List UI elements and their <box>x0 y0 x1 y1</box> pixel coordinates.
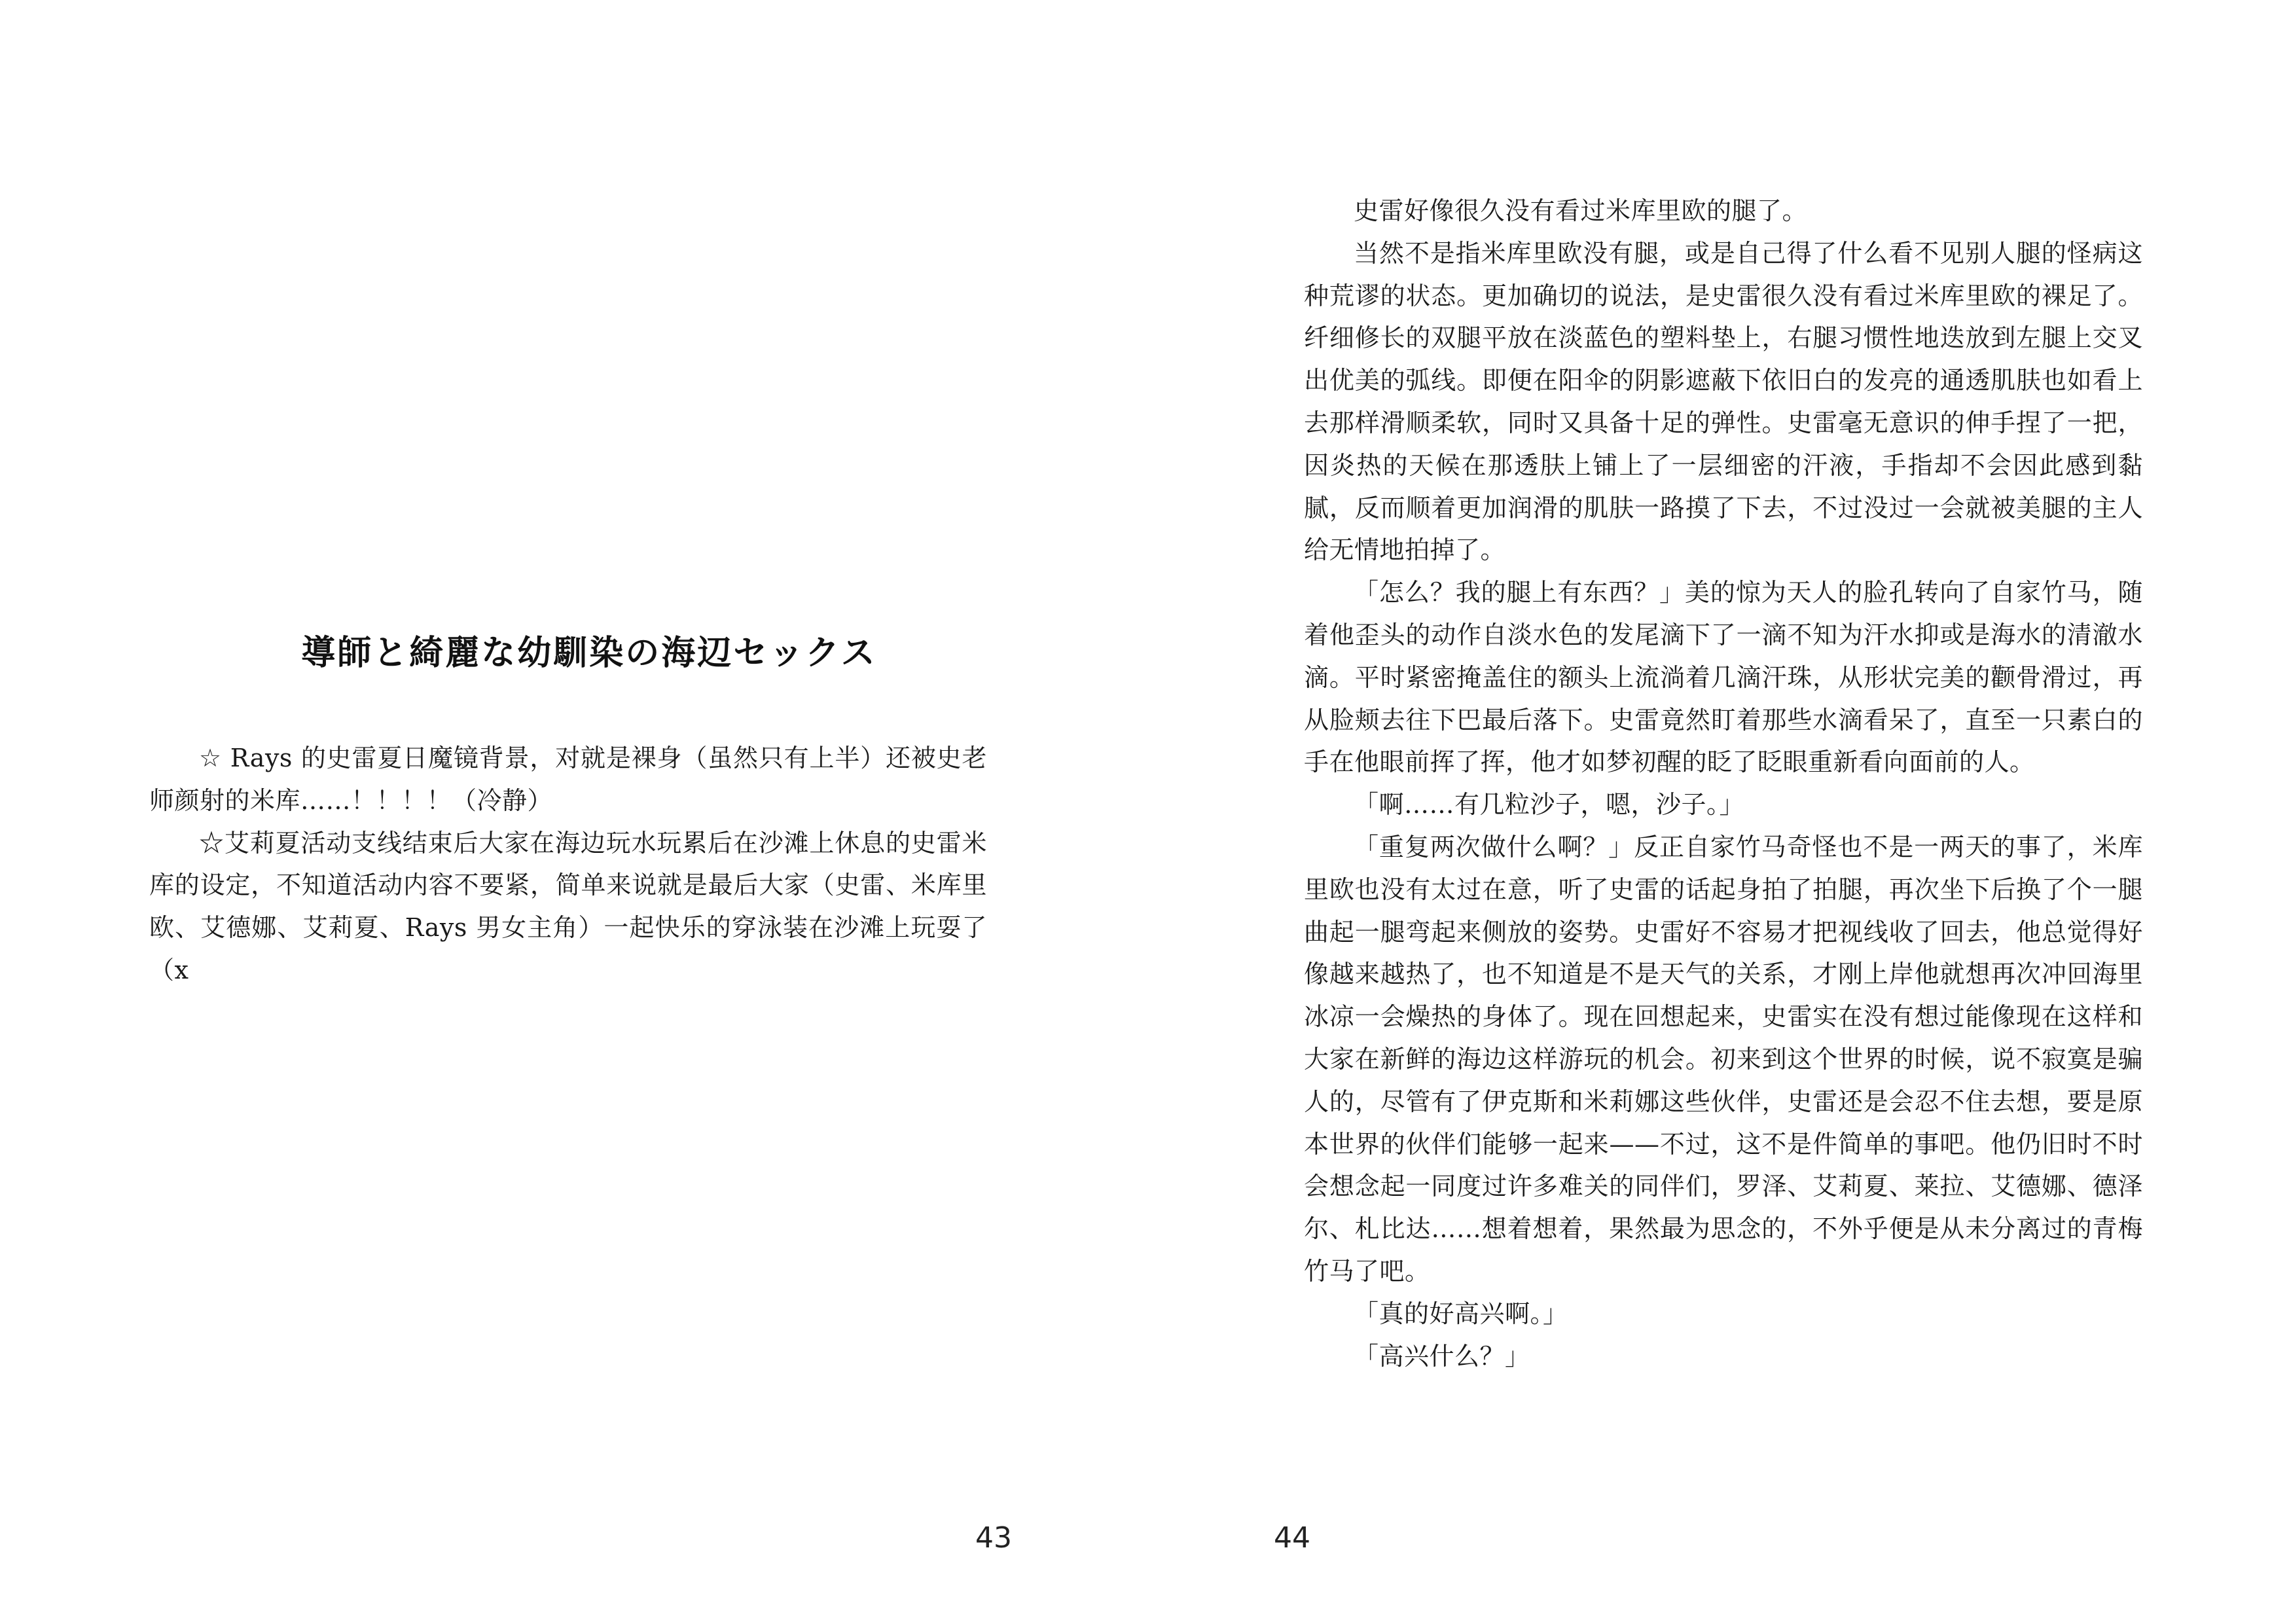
story-paragraph: 「真的好高兴啊。」 <box>1354 1299 1568 1328</box>
author-notes <box>149 737 987 992</box>
story-paragraph: 当然不是指米库里欧没有腿，或是自己得了什么看不见别人腿的怪病这种荒谬的状态。更加确切的说法，是史雷很久没有看过米库里欧的裸足了。纤细修长的双腿平放在淡蓝色的塑料垫上，右腿习惯性地迭放到左腿上交叉出优美的弧线。即便在阳伞的阴影遮蔽下依旧白的发亮的通透肌肤也如看上去那样滑顺柔软，同时又具备十足的弹性。史雷毫无意识的伸手捏了一把，因炎热的天候在那透肤上铺上了一层细密的汗液，手指却不会因此感到黏腻，反而顺着更加润滑的肌肤一路摸了下去，不过没过一会就被美腿的主人给无情地拍掉了。 <box>1304 238 2143 565</box>
note-paragraph: ☆ Rays 的史雷夏日魔镜背景，对就是裸身（虽然只有上半）还被史老师颜射的米库……！！！！（冷静） <box>149 744 987 815</box>
page-number-right: 44 <box>1274 1521 1310 1555</box>
story-paragraph: 「重复两次做什么啊？」反正自家竹马奇怪也不是一两天的事了，米库里欧也没有太过在意，听了史雷的话起身拍了拍腿，再次坐下后换了个一腿曲起一腿弯起来侧放的姿势。史雷好不容易才把视线收了回去，他总觉得好像越来越热了，也不知道是不是天气的关系，才刚上岸他就想再次冲回海里冰凉一会燥热的身体了。现在回想起来，史雷实在没有想过能像现在这样和大家在新鲜的海边这样游玩的机会。初来到这个世界的时候，说不寂寞是骗人的，尽管有了伊克斯和米莉娜这些伙伴，史雷还是会忍不住去想，要是原本世界的伙伴们能够一起来——不过，这不是件简单的事吧。他仍旧时不时会想念起一同度过许多难关的同伴们，罗泽、艾莉夏、莱拉、艾德娜、德泽尔、札比达……想着想着，果然最为思念的，不外乎便是从未分离过的青梅竹马了吧。 <box>1304 832 2143 1286</box>
left-page <box>0 0 1144 1624</box>
story-paragraph: 「高兴什么？」 <box>1354 1341 1530 1371</box>
story-paragraph: 史雷好像很久没有看过米库里欧的腿了。 <box>1354 196 1808 225</box>
page-number-left: 43 <box>975 1521 1012 1555</box>
story-paragraph: 「怎么？我的腿上有东西？」美的惊为天人的脸孔转向了自家竹马，随着他歪头的动作自淡水色的发尾滴下了一滴不知为汗水抑或是海水的清澈水滴。平时紧密掩盖住的额头上流淌着几滴汗珠，从形状完美的颧骨滑过，再从脸颊去往下巴最后落下。史雷竟然盯着那些水滴看呆了，直至一只素白的手在他眼前挥了挥，他才如梦初醒的眨了眨眼重新看向面前的人。 <box>1304 578 2143 777</box>
chapter-title: 導師と綺麗な幼馴染の海辺セックス <box>301 633 877 673</box>
story-text <box>1304 190 2143 1377</box>
note-paragraph: ☆艾莉夏活动支线结束后大家在海边玩水玩累后在沙滩上休息的史雷米库的设定，不知道活动内容不要紧，简单来说就是最后大家（史雷、米库里欧、艾德娜、艾莉夏、Rays 男女主角）一起快乐的穿泳装在沙滩上玩耍了（x <box>149 828 987 984</box>
story-paragraph: 「啊……有几粒沙子，嗯，沙子。」 <box>1354 790 1745 820</box>
